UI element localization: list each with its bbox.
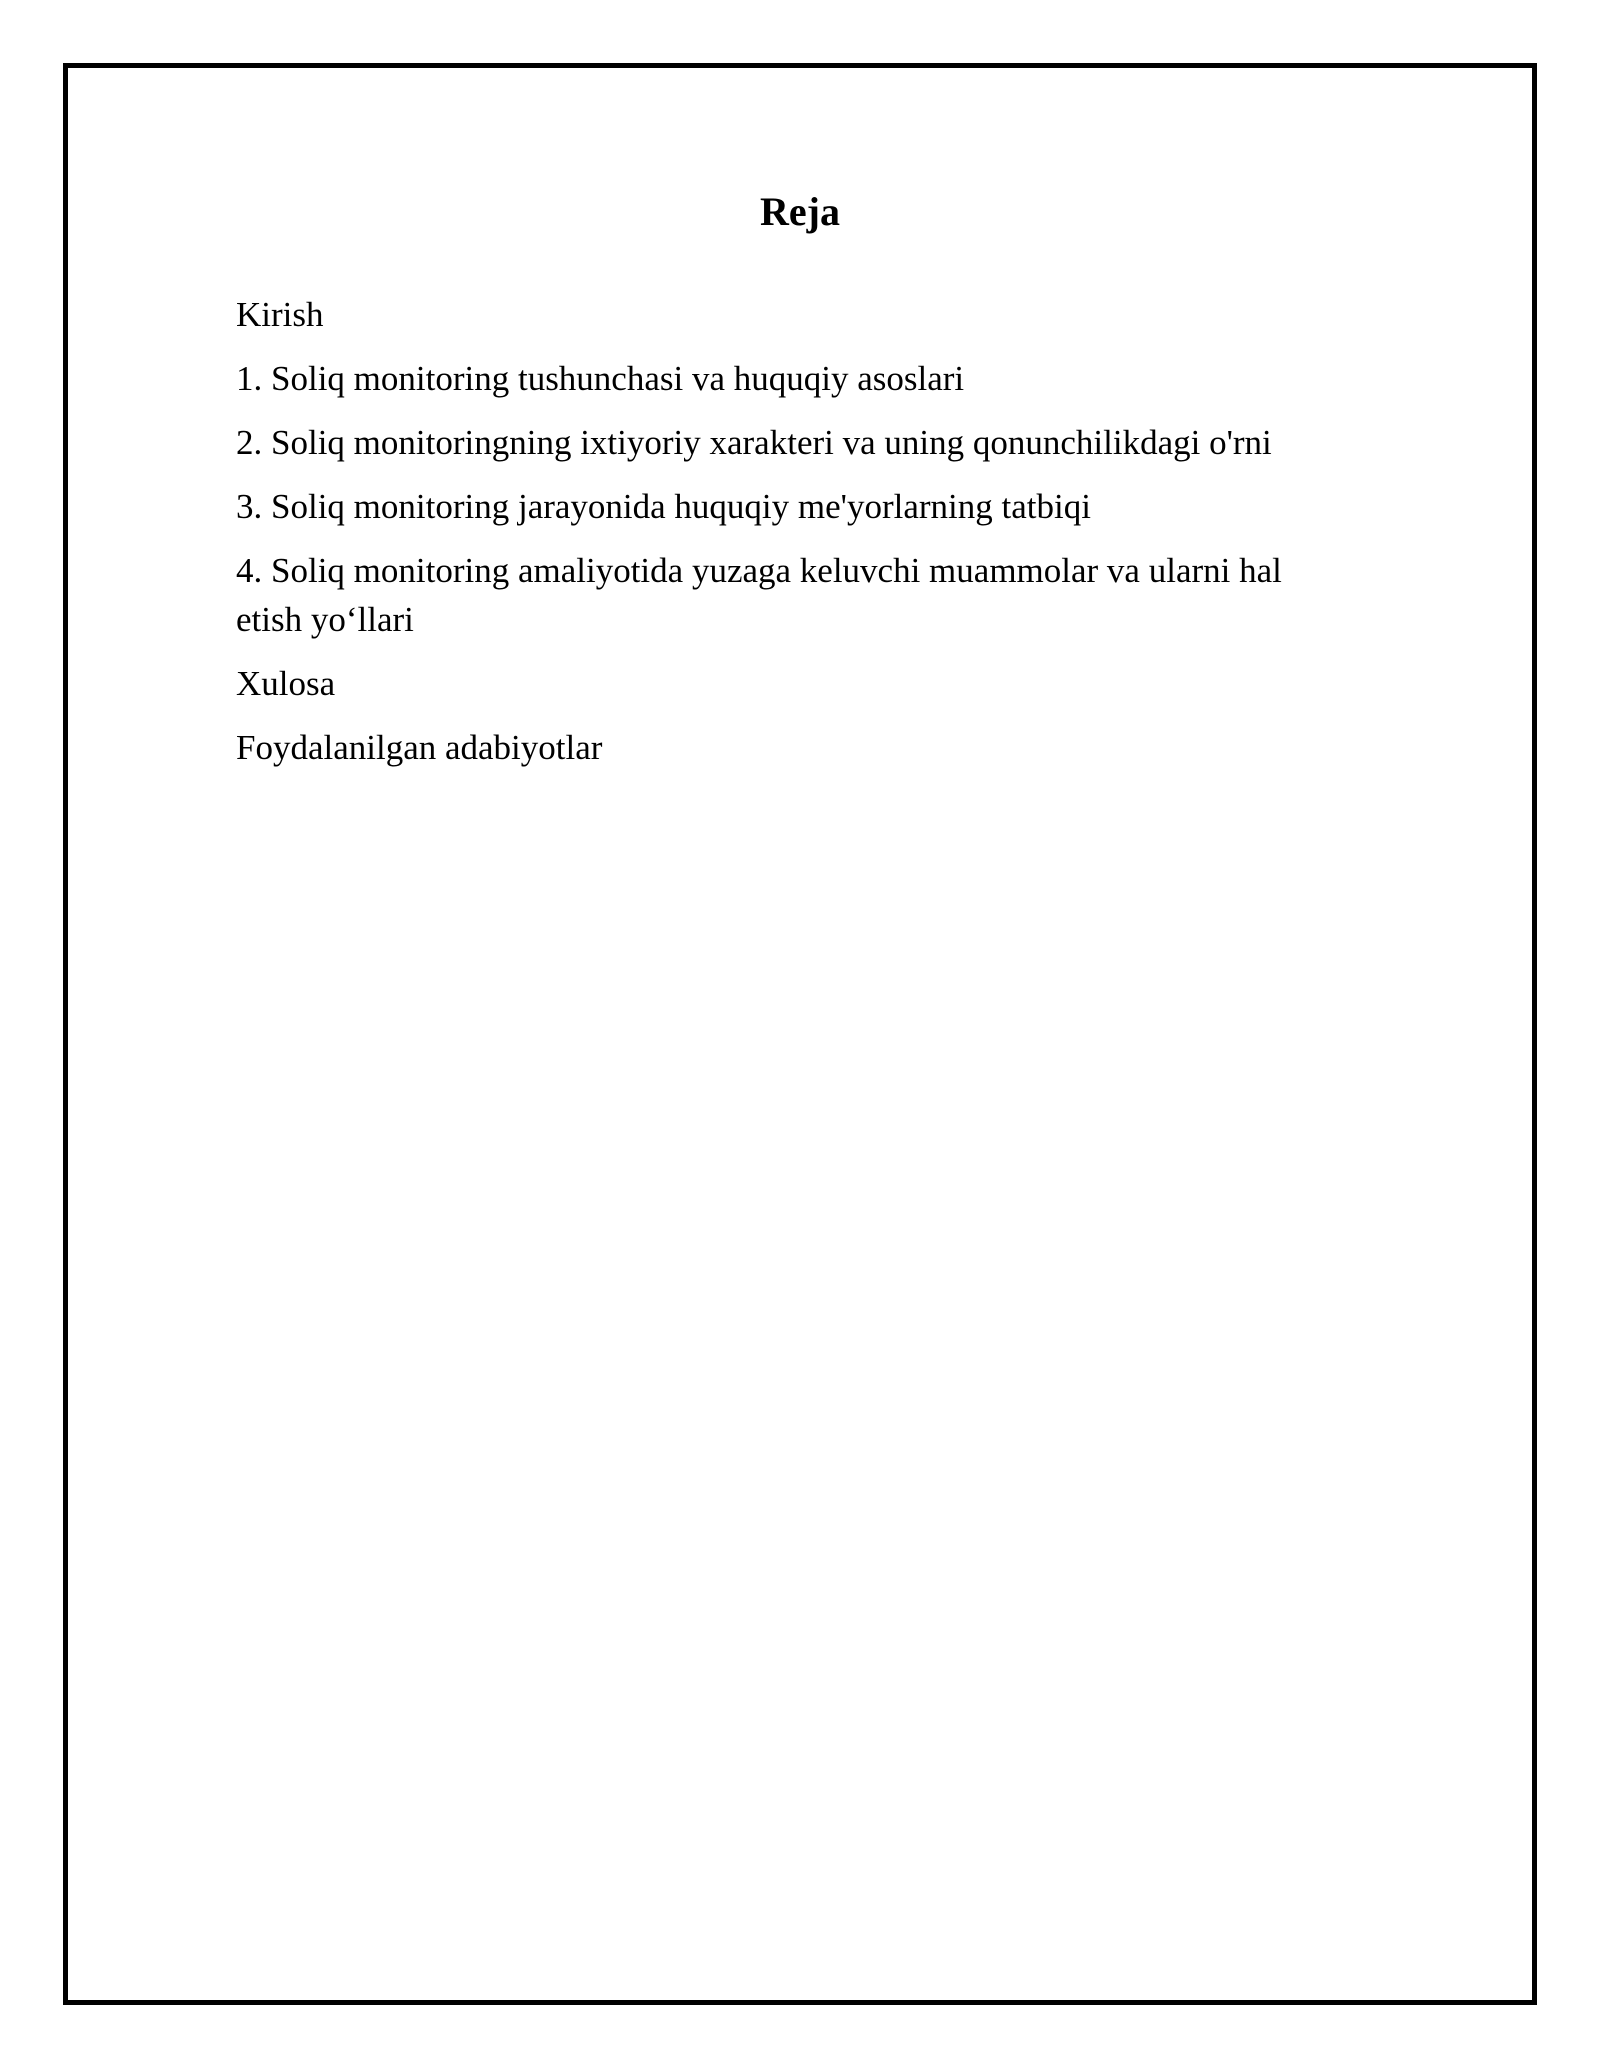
toc-item-3: 3. Soliq monitoring jarayonida huquqiy me'yorlarning tatbiqi: [236, 487, 1091, 526]
toc-item-4: 4. Soliq monitoring amaliyotida yuzaga keluvchi muammolar va ularni hal etish yo‘llari: [236, 551, 1282, 639]
table-of-contents: [236, 290, 1356, 787]
toc-item-1: 1. Soliq monitoring tushunchasi va huquqiy asoslari: [236, 359, 965, 398]
toc-item-introduction: Kirish: [236, 295, 324, 334]
page-title: Reja: [760, 189, 840, 234]
toc-item-references: Foydalanilgan adabiyotlar: [236, 728, 603, 767]
toc-item-2: 2. Soliq monitoringning ixtiyoriy xarakteri va uning qonunchilikdagi o'rni: [236, 423, 1272, 462]
toc-item-conclusion: Xulosa: [236, 664, 336, 703]
